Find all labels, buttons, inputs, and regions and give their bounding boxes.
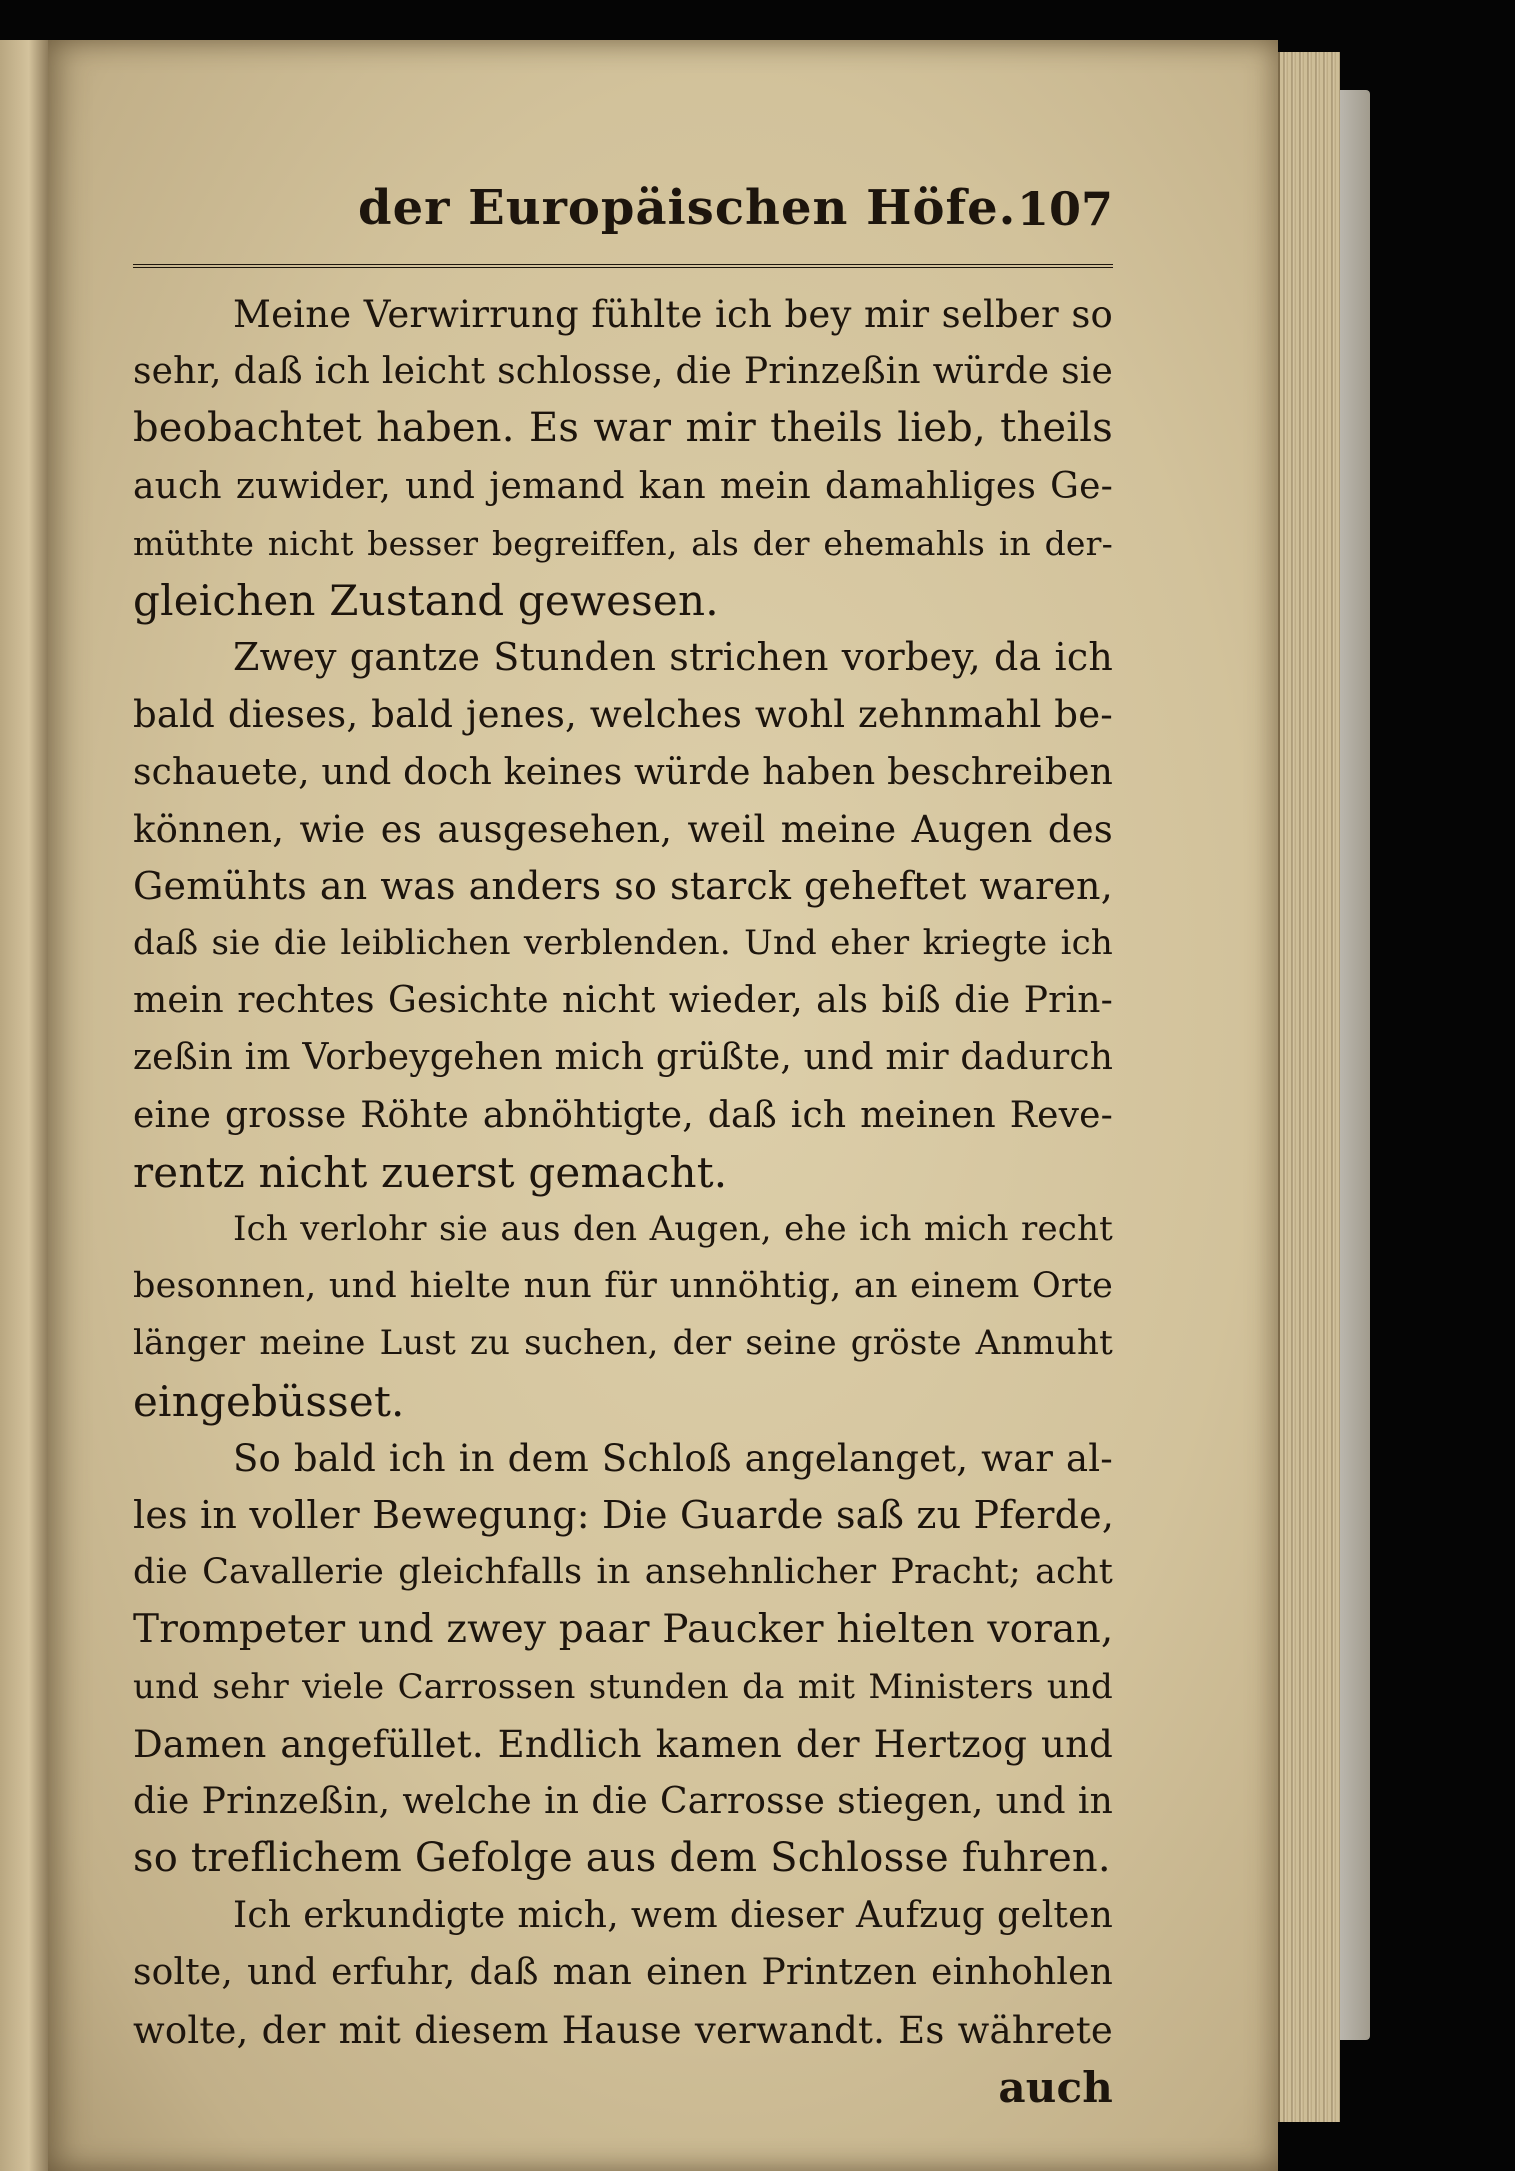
text-line: beobachtet haben. Es war mir theils lieb, theils [133,405,1113,452]
catchword: auch [998,2062,1113,2112]
text-line: wolte, der mit diesem Hause verwandt. Es währete [133,2008,1113,2052]
text-line: Damen angefüllet. Endlich kamen der Hertzog und [133,1722,1113,1766]
page-content [133,180,1115,2112]
page-number: 107 [1016,182,1113,236]
text-line: gleichen Zustand gewesen. [133,575,719,625]
text-line: so treflichem Gefolge aus dem Schlosse fuhren. [133,1835,1111,1882]
text-line: die Prinzeßin, welche in die Carrosse stiegen, und in [133,1780,1113,1822]
text-line: länger meine Lust zu suchen, der seine gröste Anmuht [133,1323,1113,1364]
text-line: daß sie die leiblichen verblenden. Und eher kriegte ich [133,923,1113,964]
text-line: Gemühts an was anders so starck geheftet waren, [133,863,1113,908]
text-line: solte, und erfuhr, daß man einen Printzen einhohlen [133,1952,1113,1994]
text-line: Trompeter und zwey paar Paucker hielten voran, [133,1607,1114,1653]
body-text [133,286,1113,2116]
text-line: mein rechtes Gesichte nicht wieder, als biß die Prin- [133,980,1113,1022]
text-line: schauete, und doch keines würde haben beschreiben [133,751,1114,793]
text-line: rentz nicht zuerst gemacht. [133,1147,728,1197]
text-line: auch zuwider, und jemand kan mein damahliges Ge- [133,465,1113,507]
text-line: die Cavallerie gleichfalls in ansehnlicher Pracht; acht [133,1552,1113,1593]
text-line: Ich verlohr sie aus den Augen, ehe ich mich recht [233,1209,1113,1249]
page-stack-fore-edge [1278,52,1340,2122]
text-line: Meine Verwirrung fühlte ich bey mir selber so [233,293,1113,336]
header-rule [133,264,1113,268]
text-line: Ich erkundigte mich, wem dieser Aufzug gelten [233,1895,1113,1937]
text-line: und sehr viele Carrossen stunden da mit Ministers und [133,1666,1113,1707]
text-line: besonnen, und hielte nun für unnöhtig, an einem Orte [133,1266,1113,1307]
text-line: eingebüsset. [133,1376,405,1426]
text-line: müthte nicht besser begreiffen, als der ehemahls in der- [133,523,1113,563]
text-line: Zwey gantze Stunden strichen vorbey, da ich [233,635,1113,680]
text-line: zeßin im Vorbeygehen mich grüßte, und mir dadurch [133,1037,1114,1079]
text-line: les in voller Bewegung: Die Guarde saß zu Pferde, [133,1492,1115,1537]
running-title: der Europäischen Höfe. [358,180,1017,236]
text-line: bald dieses, bald jenes, welches wohl zehnmahl be- [133,693,1113,737]
text-line: sehr, daß ich leicht schlosse, die Prinzeßin würde sie [133,351,1113,393]
text-line: So bald ich in dem Schloß angelanget, war al- [233,1436,1113,1480]
left-facing-page-edge [0,40,50,2171]
text-line: können, wie es ausgesehen, weil meine Augen des [133,807,1113,851]
running-head [133,180,1113,260]
text-line: eine grosse Röhte abnöhtigte, daß ich meinen Reve- [133,1094,1113,1136]
